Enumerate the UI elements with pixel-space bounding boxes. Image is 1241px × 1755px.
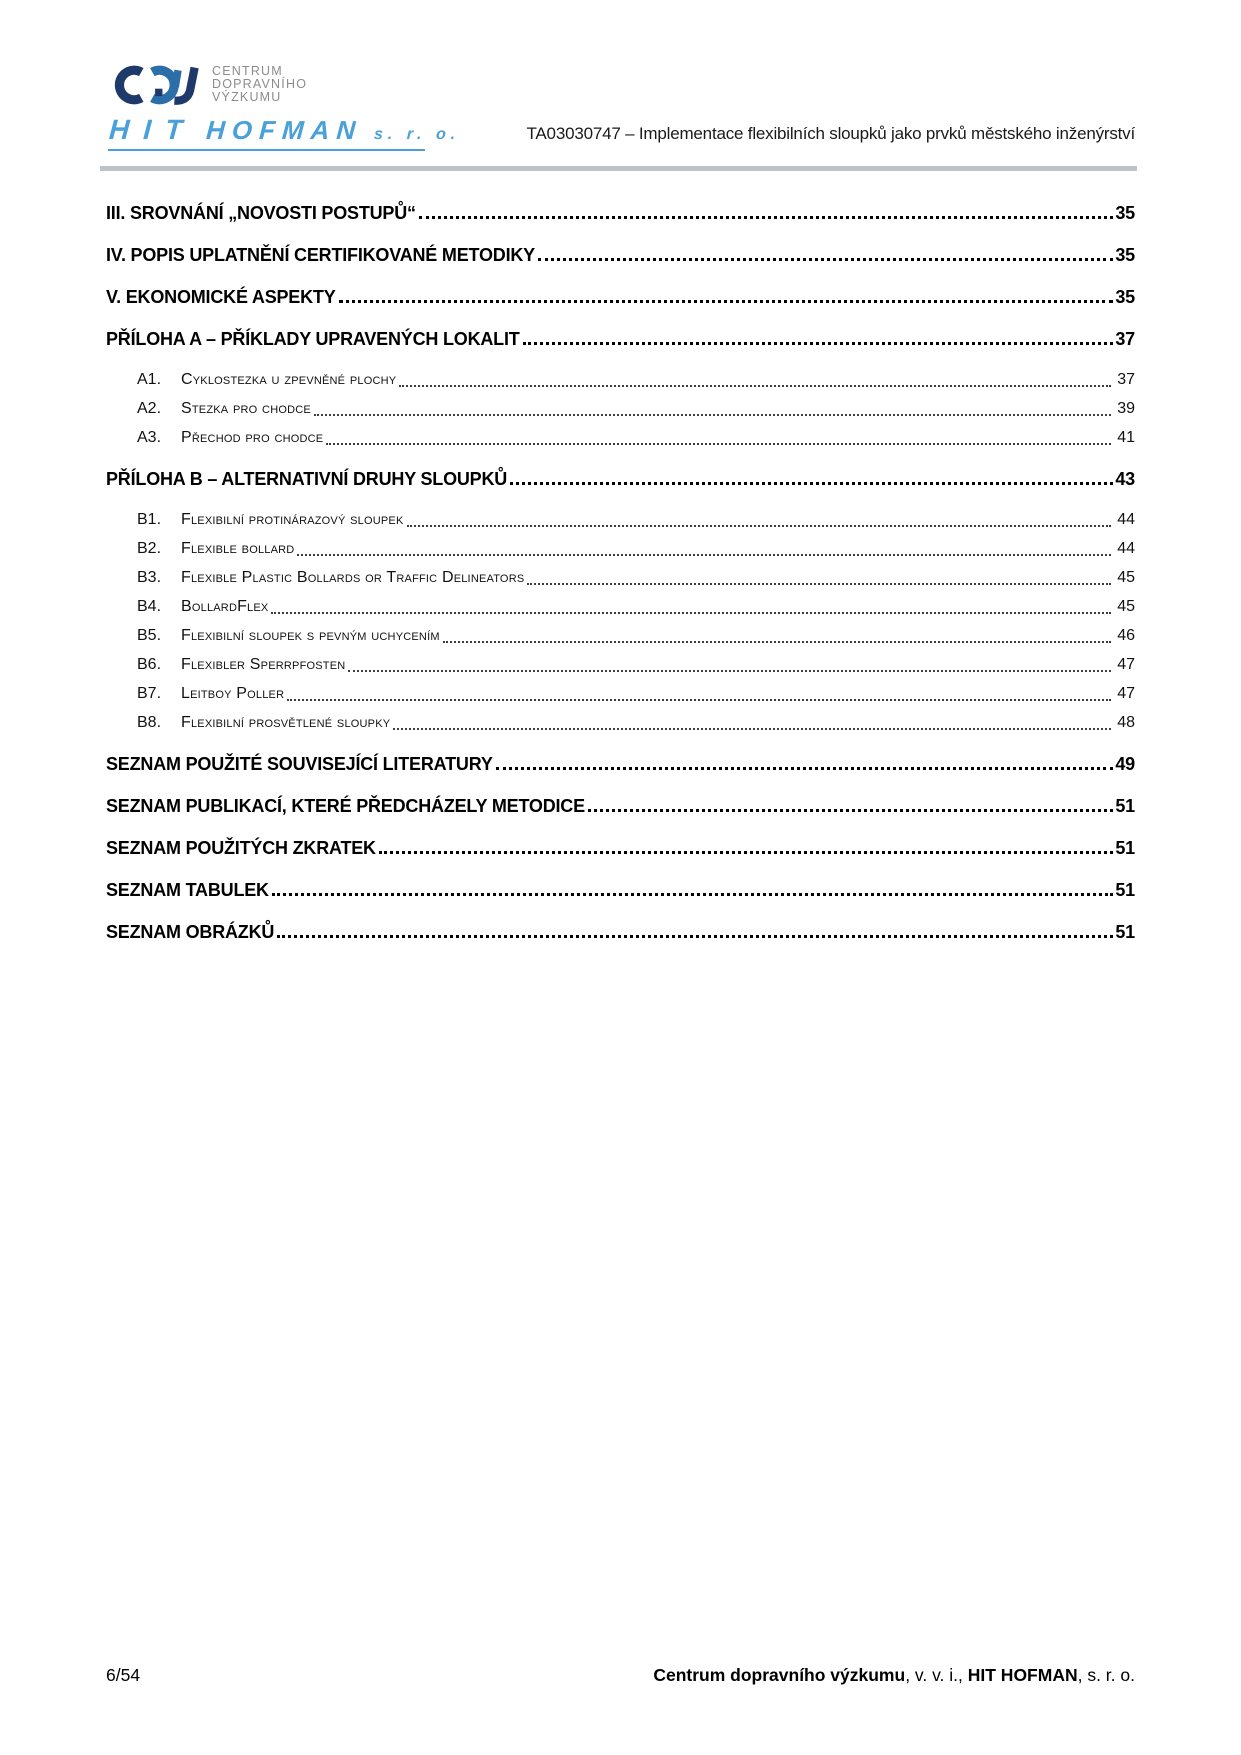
toc-entry[interactable] xyxy=(106,595,1135,619)
footer-org-hit-hofman: HIT HOFMAN xyxy=(967,1665,1078,1685)
toc-dotted-leader xyxy=(339,300,1114,303)
toc-entry-title: BollardFlex xyxy=(181,598,269,615)
hit-hofman-logo-hofman: HOFMAN xyxy=(205,115,364,145)
toc-dotted-leader xyxy=(538,258,1113,261)
toc-entry[interactable] xyxy=(106,752,1135,776)
toc-dotted-leader xyxy=(588,809,1113,812)
toc-entry[interactable] xyxy=(106,368,1135,392)
toc-entry[interactable] xyxy=(106,508,1135,532)
toc-dotted-leader xyxy=(527,583,1111,585)
toc-dotted-leader xyxy=(297,554,1111,556)
toc-entry-number: B2. xyxy=(137,540,162,557)
cdv-logo-line-2: DOPRAVNÍHO xyxy=(212,77,308,91)
toc-dotted-leader xyxy=(523,342,1114,345)
toc-entry-title: Flexibilní prosvětlené sloupky xyxy=(181,714,391,731)
toc-dotted-leader xyxy=(393,728,1111,730)
toc-entry-title: SEZNAM OBRÁZKŮ xyxy=(106,922,275,942)
toc-entry[interactable] xyxy=(106,285,1135,309)
toc-entry[interactable] xyxy=(106,653,1135,677)
toc-entry-title: Přechod pro chodce xyxy=(181,429,324,446)
toc-dotted-leader xyxy=(271,612,1111,614)
toc-entry[interactable] xyxy=(106,624,1135,648)
toc-entry-page: 49 xyxy=(1115,754,1135,774)
footer-org-sep1: , v. v. i., xyxy=(905,1665,968,1685)
footer-page-number: 6/54 xyxy=(106,1665,141,1685)
toc-entry[interactable] xyxy=(106,566,1135,590)
toc-entry[interactable] xyxy=(106,467,1135,491)
toc-entry[interactable] xyxy=(106,682,1135,706)
footer xyxy=(106,1665,1135,1686)
toc-entry-number: B5. xyxy=(137,627,162,644)
toc-entry-title: SEZNAM POUŽITÉ SOUVISEJÍCÍ LITERATURY xyxy=(106,754,493,774)
toc-entry[interactable] xyxy=(106,426,1135,450)
toc-entry[interactable] xyxy=(106,397,1135,421)
toc-entry-number: B1. xyxy=(137,511,162,528)
toc-dotted-leader xyxy=(314,414,1111,416)
toc-dotted-leader xyxy=(277,935,1113,938)
toc-entry[interactable] xyxy=(106,201,1135,225)
cdv-logo xyxy=(108,62,459,108)
toc-entry[interactable] xyxy=(106,878,1135,902)
toc-dotted-leader xyxy=(379,851,1114,854)
toc-dotted-leader xyxy=(510,482,1113,485)
toc-dotted-leader xyxy=(419,216,1114,219)
toc-dotted-leader xyxy=(496,767,1114,770)
toc-entry-number: A2. xyxy=(137,400,162,417)
toc-entry-number: B6. xyxy=(137,656,162,673)
cdv-logo-icon xyxy=(108,62,204,108)
toc-entry-page: 45 xyxy=(1117,569,1135,586)
toc-entry-page: 37 xyxy=(1115,329,1135,349)
toc-entry-number: B8. xyxy=(137,714,162,731)
hit-hofman-logo-hit: HIT xyxy=(108,114,198,145)
toc-entry-page: 35 xyxy=(1115,203,1135,223)
toc-entry-page: 47 xyxy=(1117,685,1135,702)
toc-entry[interactable] xyxy=(106,836,1135,860)
toc-entry-title: PŘÍLOHA A – PŘÍKLADY UPRAVENÝCH LOKALIT xyxy=(106,329,520,349)
toc-entry-number: B7. xyxy=(137,685,162,702)
cdv-logo-text xyxy=(212,65,307,104)
toc-entry-page: 41 xyxy=(1117,429,1135,446)
toc-entry-page: 37 xyxy=(1117,371,1135,388)
toc-entry-page: 43 xyxy=(1115,469,1135,489)
toc-dotted-leader xyxy=(272,893,1114,896)
toc-entry-title: Stezka pro chodce xyxy=(181,400,311,417)
toc-entry-title: SEZNAM PUBLIKACÍ, KTERÉ PŘEDCHÁZELY METODICE xyxy=(106,796,585,816)
toc-dotted-leader xyxy=(443,641,1112,643)
hit-hofman-logo-sro: s. r. o. xyxy=(373,126,461,143)
hit-hofman-logo xyxy=(108,114,462,146)
toc-entry-page: 44 xyxy=(1117,540,1135,557)
footer-organizations xyxy=(653,1665,1135,1686)
toc-entry-title: SEZNAM TABULEK xyxy=(106,880,269,900)
table-of-contents xyxy=(106,201,1135,944)
toc-dotted-leader xyxy=(287,699,1111,701)
toc-entry-page: 44 xyxy=(1117,511,1135,528)
cdv-logo-line-3: VÝZKUMU xyxy=(212,90,282,104)
header-divider xyxy=(100,166,1137,171)
toc-entry[interactable] xyxy=(106,711,1135,735)
toc-entry-number: B3. xyxy=(137,569,162,586)
toc-entry-title: Leitboy Poller xyxy=(181,685,285,702)
toc-entry-page: 51 xyxy=(1115,922,1135,942)
toc-entry[interactable] xyxy=(106,243,1135,267)
toc-dotted-leader xyxy=(407,525,1112,527)
toc-entry-title: SEZNAM POUŽITÝCH ZKRATEK xyxy=(106,838,376,858)
toc-entry[interactable] xyxy=(106,537,1135,561)
toc-entry-title: Cyklostezka u zpevněné plochy xyxy=(181,371,397,388)
toc-entry-title: Flexible Plastic Bollards or Traffic Delineators xyxy=(181,569,525,586)
toc-dotted-leader xyxy=(348,670,1111,672)
toc-entry-page: 35 xyxy=(1115,287,1135,307)
toc-entry-title: Flexibilní sloupek s pevným uchycením xyxy=(181,627,440,644)
toc-entry-number: B4. xyxy=(137,598,162,615)
toc-dotted-leader xyxy=(326,443,1111,445)
footer-org-sep2: , s. r. o. xyxy=(1077,1665,1135,1685)
toc-entry-page: 35 xyxy=(1115,245,1135,265)
toc-entry-page: 47 xyxy=(1117,656,1135,673)
toc-entry-number: A3. xyxy=(137,429,162,446)
toc-entry-title: Flexibler Sperrpfosten xyxy=(181,656,346,673)
toc-entry[interactable] xyxy=(106,327,1135,351)
toc-entry-page: 51 xyxy=(1115,880,1135,900)
toc-entry-page: 39 xyxy=(1117,400,1135,417)
toc-entry-page: 46 xyxy=(1117,627,1135,644)
toc-entry-page: 51 xyxy=(1115,796,1135,816)
toc-entry[interactable] xyxy=(106,920,1135,944)
toc-entry-title: Flexible bollard xyxy=(181,540,295,557)
toc-entry-title: III. SROVNÁNÍ „NOVOSTI POSTUPŮ“ xyxy=(106,203,416,223)
toc-entry-page: 48 xyxy=(1117,714,1135,731)
toc-dotted-leader xyxy=(399,385,1111,387)
toc-entry-page: 51 xyxy=(1115,838,1135,858)
toc-entry-title: V. EKONOMICKÉ ASPEKTY xyxy=(106,287,336,307)
toc-entry[interactable] xyxy=(106,794,1135,818)
toc-entry-number: A1. xyxy=(137,371,162,388)
cdv-logo-line-1: CENTRUM xyxy=(212,64,283,78)
header-project-title: TA03030747 – Implementace flexibilních sloupků jako prvků městského inženýrství xyxy=(526,124,1135,143)
hit-hofman-logo-underline xyxy=(108,149,425,151)
toc-entry-title: Flexibilní protinárazový sloupek xyxy=(181,511,404,528)
footer-org-cdv: Centrum dopravního výzkumu xyxy=(653,1665,906,1685)
header-logo-block xyxy=(108,62,459,151)
toc-entry-page: 45 xyxy=(1117,598,1135,615)
toc-entry-title: PŘÍLOHA B – ALTERNATIVNÍ DRUHY SLOUPKŮ xyxy=(106,469,508,489)
toc-entry-title: IV. POPIS UPLATNĚNÍ CERTIFIKOVANÉ METODIKY xyxy=(106,245,535,265)
